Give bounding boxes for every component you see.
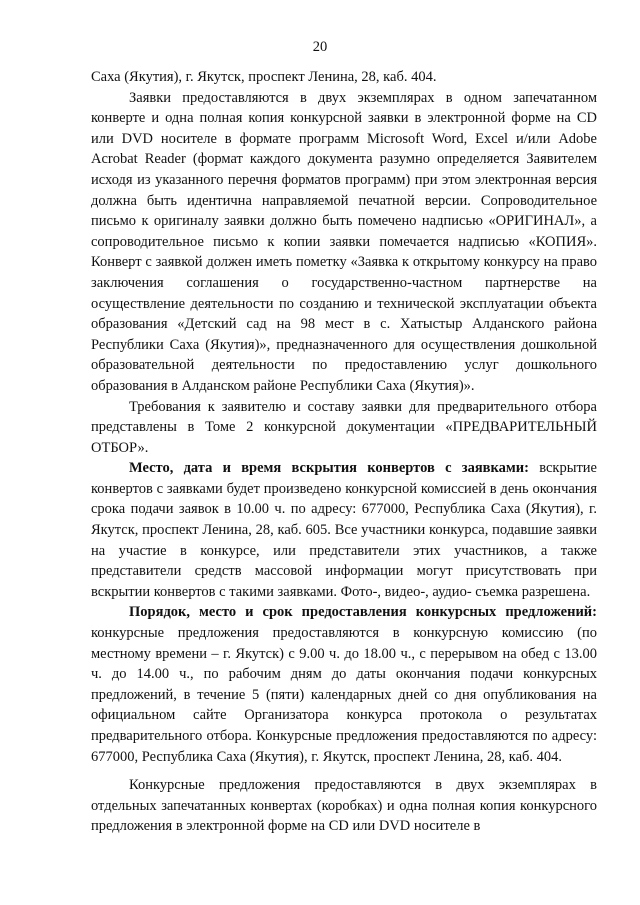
paragraph-text: конкурсные предложения предоставляются в конкурсную комиссию (по местному времени – г. Якутск) с 9.00 ч. до 18.00 ч., с перерывом на обед с 13.00 ч. до 14.00 ч., по рабочим дням до даты окончания подачи конкурсных предложений, в течение 5 (пяти) календарных дней со дня опубликования на официальном сайте Организатора конкурса протокола о результатах предварительного отбора. Конкурсные предложения предоставляются по адресу: 677000, Республика Саха (Якутия), г. Якутск, проспект Ленина, 28, каб. 404. <box>91 625 597 765</box>
paragraph-proposal-submission <box>91 602 597 767</box>
paragraph-prequalification-requirements <box>91 397 597 459</box>
page-number: 20 <box>312 39 328 55</box>
paragraph-address-continuation <box>91 67 597 88</box>
section-heading-proposal-submission: Порядок, место и срок предоставления конкурсных предложений: <box>129 604 597 621</box>
section-heading-envelope-opening: Место, дата и время вскрытия конвертов с заявками: <box>129 460 529 477</box>
paragraph-envelope-opening <box>91 458 597 602</box>
paragraph-text: Саха (Якутия), г. Якутск, проспект Ленина, 28, каб. 404. <box>91 69 437 85</box>
paragraph-application-submission <box>91 88 597 397</box>
paragraph-text: вскрытие конвертов с заявками будет произведено конкурсной комиссией в день окончания срока подачи заявок в 10.00 ч. по адресу: 677000, Республика Саха (Якутия), г. Якутск, проспект Ленина, 28, каб. 605. Все участники конкурса, подавшие заявки на участие в конкурсе, или представители этих участников, а также представители средств массовой информации могут присутствовать при вскрытии конвертов с такими заявками. Фото-, видео-, аудио- съемка разрешена. <box>91 460 597 600</box>
paragraph-text: Заявки предоставляются в двух экземплярах в одном запечатанном конверте и одна полная копия конкурсной заявки в электронной форме на CD или DVD носителе в формате программ Microsoft Word, Excel и/или Adobe Acrobat Reader (формат каждого документа разумно определяется Заявителем исходя из указанного перечня форматов программ) при этом электронная версия должна быть идентична направляемой печатной версии. Сопроводительное письмо к оригиналу заявки должно быть помечено надписью «ОРИГИНАЛ», а сопроводительное письмо к копии заявки помечается надписью «КОПИЯ». Конверт с заявкой должен иметь пометку «Заявка к открытому конкурсу на право заключения соглашения о государственно-частном партнерстве на осуществление деятельности по созданию и технической эксплуатации объекта образования «Детский сад на 98 мест в с. Хатыстыр Алданского района Республики Саха (Якутия)», предназначенного для осуществления дошкольной образовательной деятельности по предоставлению услуг дошкольного образования в Алданском районе Республики Саха (Якутия)». <box>91 89 597 394</box>
paragraph-proposal-copies <box>91 775 597 837</box>
paragraph-text: Требования к заявителю и составу заявки для предварительного отбора представлены в Томе 2 конкурсной документации «ПРЕДВАРИТЕЛЬНЫЙ ОТБОР». <box>91 398 597 456</box>
paragraph-text: Конкурсные предложения предоставляются в двух экземплярах в отдельных запечатанных конвертах (коробках) и одна полная копия конкурсного предложения в электронной форме на CD или DVD носителе в <box>91 777 597 835</box>
document-body <box>91 67 597 837</box>
